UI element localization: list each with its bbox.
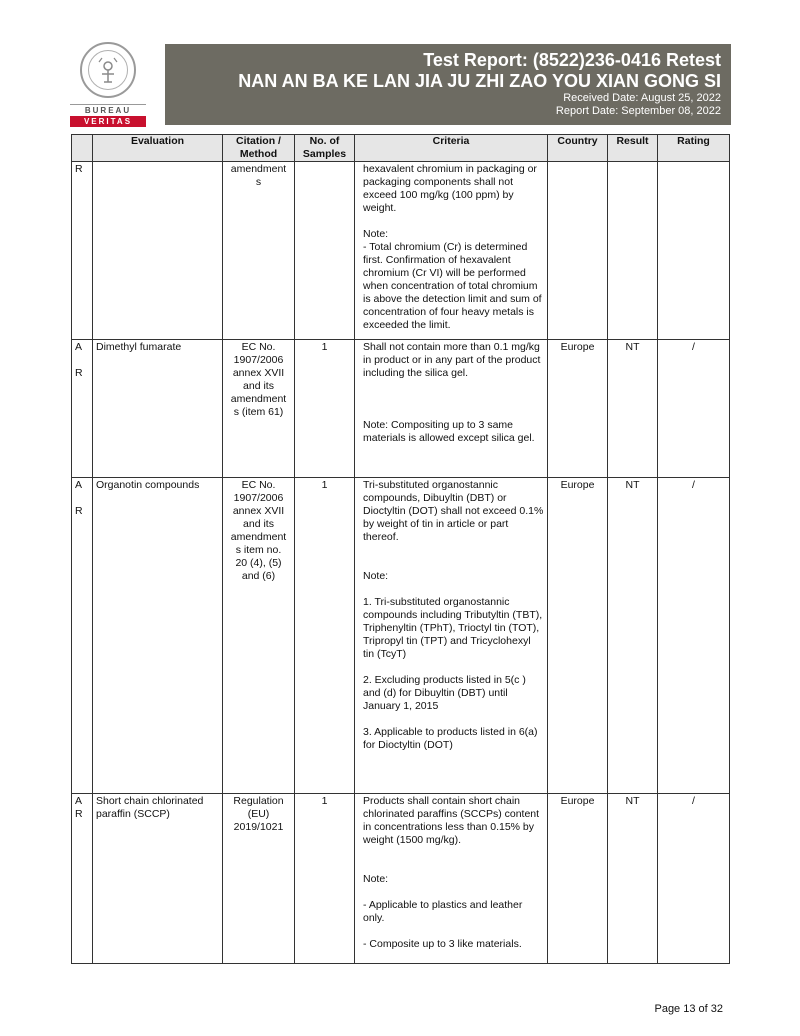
- row-citation: amendment s: [230, 163, 287, 188]
- table-row: [72, 794, 730, 964]
- row-mark: A R: [75, 795, 83, 820]
- table-row: [72, 478, 730, 794]
- table-row: [72, 162, 730, 340]
- row-citation: Regulation (EU) 2019/1021: [233, 795, 284, 833]
- row-result: NT: [625, 795, 640, 807]
- row-mark: A R: [75, 479, 83, 517]
- table-row: [72, 340, 730, 478]
- logo-word-veritas: VERITAS: [70, 116, 146, 127]
- row-citation: EC No. 1907/2006 annex XVII and its amendment s (item 61): [230, 341, 287, 418]
- report-title: Test Report: (8522)236-0416 Retest: [423, 50, 721, 70]
- row-criteria: Shall not contain more than 0.1 mg/kg in product or in any part of the product including the silica gel. Note: Compositing up to 3 same materials is allowed except silica gel.: [363, 341, 541, 444]
- row-mark: A R: [75, 341, 83, 379]
- row-country: Europe: [560, 479, 595, 491]
- table-header-row: [72, 135, 730, 162]
- company-name: NAN AN BA KE LAN JIA JU ZHI ZAO YOU XIAN GONG SI: [238, 71, 721, 91]
- evaluation-table: [71, 134, 730, 964]
- header-citation: Citation / Method: [223, 135, 295, 162]
- received-date: Received Date: August 25, 2022: [563, 92, 721, 104]
- row-criteria: hexavalent chromium in packaging or packaging components shall not exceed 100 mg/kg (100 ppm) by weight. Note: - Total chromium (Cr) is determined first. Confirmation of hexavalent chromium (Cr VI) will be performed when concentration of total chromium is above the detection limit and sum of concentration of four heavy metals is exceeded the limit.: [363, 163, 542, 331]
- row-country: Europe: [560, 341, 595, 353]
- row-samples: 1: [321, 795, 328, 807]
- seal-icon: [80, 42, 136, 98]
- header-evaluation: Evaluation: [93, 135, 223, 162]
- header-criteria: Criteria: [355, 135, 548, 162]
- row-citation: EC No. 1907/2006 annex XVII and its amendment s item no. 20 (4), (5) and (6): [230, 479, 287, 582]
- row-evaluation: Short chain chlorinated paraffin (SCCP): [96, 795, 207, 820]
- row-result: NT: [625, 479, 640, 491]
- row-criteria: Tri-substituted organostannic compounds, Dibuyltin (DBT) or Dioctyltin (DOT) shall not exceed 0.1% by weight of tin in article or part thereof. Note: 1. Tri-substituted organostannic compounds including Tributyltin (TBT), Triphenyltin (TPhT), Trioctyl tin (TOT), Tripropyl tin (TPT) and Tricyclohexyl tin (TcyT) 2. Excluding products listed in 5(c ) and (d) for Dibuyltin (DBT) until January 1, 2015 3. Applicable to products listed in 6(a) for Dioctyltin (DOT): [363, 479, 544, 751]
- seal-figure-icon: [82, 44, 134, 96]
- bureau-veritas-logo: [70, 42, 146, 130]
- header-result: Result: [608, 135, 658, 162]
- report-header-banner: [165, 44, 731, 125]
- row-rating: /: [692, 341, 695, 353]
- row-evaluation: Organotin compounds: [96, 479, 200, 491]
- header-country: Country: [548, 135, 608, 162]
- report-date: Report Date: September 08, 2022: [555, 105, 721, 117]
- row-result: NT: [625, 341, 640, 353]
- row-samples: 1: [321, 341, 328, 353]
- header-mark: [72, 135, 93, 162]
- header-samples: No. of Samples: [295, 135, 355, 162]
- row-evaluation: Dimethyl fumarate: [96, 341, 182, 353]
- row-rating: /: [692, 479, 695, 491]
- logo-word-bureau: BUREAU: [70, 104, 146, 116]
- row-criteria: Products shall contain short chain chlorinated paraffins (SCCPs) content in concentrations less than 0.15% by weight (1500 mg/kg). Note: - Applicable to plastics and leather only. - Composite up to 3 like materials.: [363, 795, 540, 950]
- row-rating: /: [692, 795, 695, 807]
- header-rating: Rating: [658, 135, 730, 162]
- row-country: Europe: [560, 795, 595, 807]
- page-number: Page 13 of 32: [654, 1003, 723, 1015]
- row-mark: R: [75, 163, 83, 175]
- row-samples: 1: [321, 479, 328, 491]
